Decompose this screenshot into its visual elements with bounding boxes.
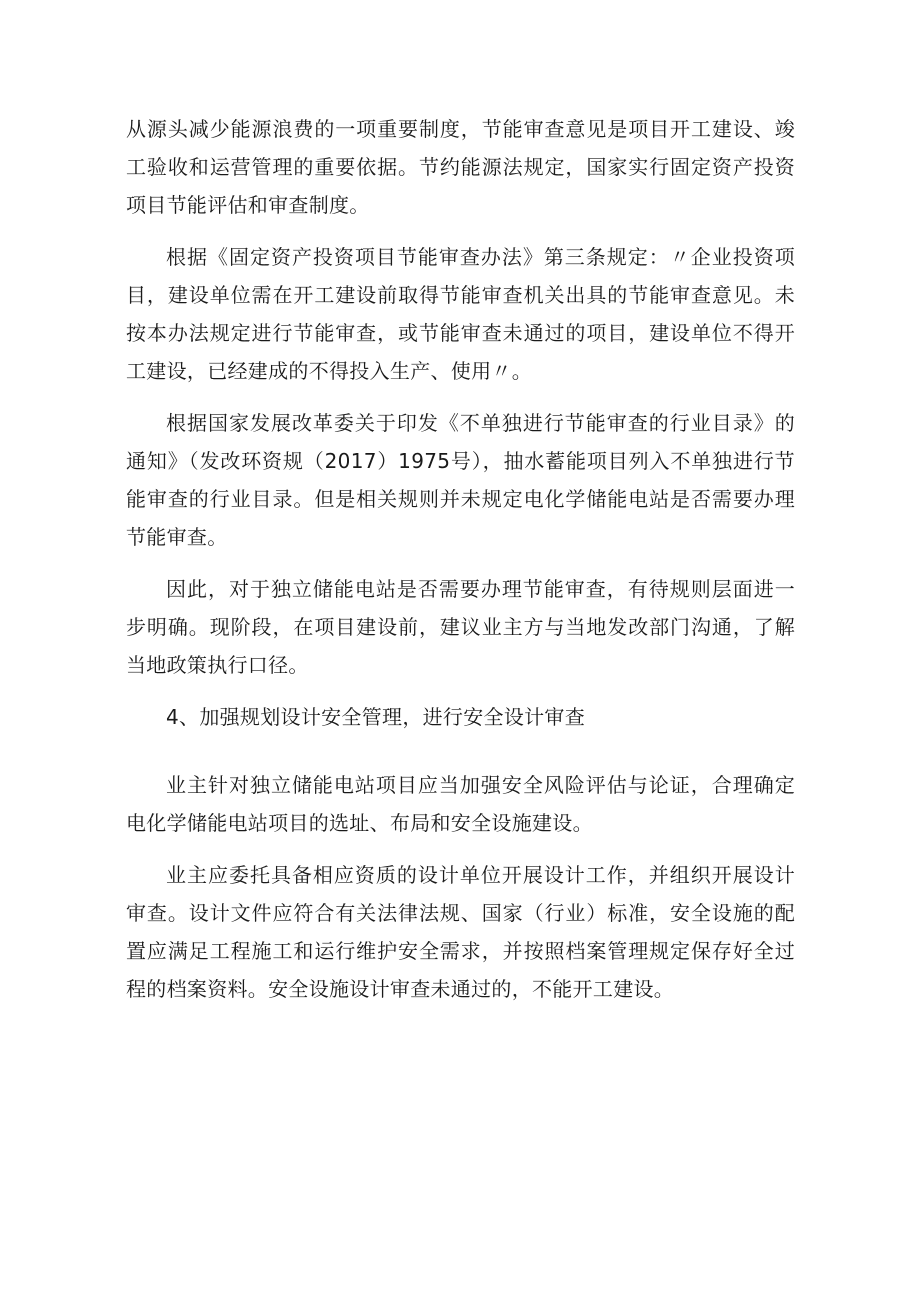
- paragraph-conclusion: 因此，对于独立储能电站是否需要办理节能审查，有待规则层面进一步明确。现阶段，在项目建设前，建议业主方与当地发改部门沟通，了解当地政策执行口径。: [126, 577, 795, 677]
- section-heading: 4、加强规划设计安全管理，进行安全设计审查: [166, 705, 586, 729]
- paragraph-industry-catalog: 根据国家发展改革委关于印发《不单独进行节能审查的行业目录》的通知》（发改环资规（2017）1975号），抽水蓄能项目列入不单独进行节能审查的行业目录。但是相关规则并未规定电化学储能电站是否需要办理节能审查。: [126, 411, 795, 549]
- paragraph-safety-risk-assessment: 业主针对独立储能电站项目应当加强安全风险评估与论证，合理确定电化学储能电站项目的选址、布局和安全设施建设。: [126, 773, 795, 835]
- heading-spacer: [126, 736, 795, 766]
- paragraph-design-review: 业主应委托具备相应资质的设计单位开展设计工作，并组织开展设计审查。设计文件应符合有关法律法规、国家（行业）标准，安全设施的配置应满足工程施工和运行维护安全需求，并按照档案管理规定保存好全过程的档案资料。安全设施设计审查未通过的，不能开工建设。: [126, 863, 795, 1001]
- paragraph-continuation: 从源头减少能源浪费的一项重要制度，节能审查意见是项目开工建设、竣工验收和运营管理的重要依据。节约能源法规定，国家实行固定资产投资项目节能评估和审查制度。: [126, 117, 795, 217]
- paragraph-energy-review-regulation: 根据《固定资产投资项目节能审查办法》第三条规定：〃企业投资项目，建设单位需在开工建设前取得节能审查机关出具的节能审查意见。未按本办法规定进行节能审查，或节能审查未通过的项目，建设单位不得开工建设，已经建成的不得投入生产、使用〃。: [126, 245, 795, 383]
